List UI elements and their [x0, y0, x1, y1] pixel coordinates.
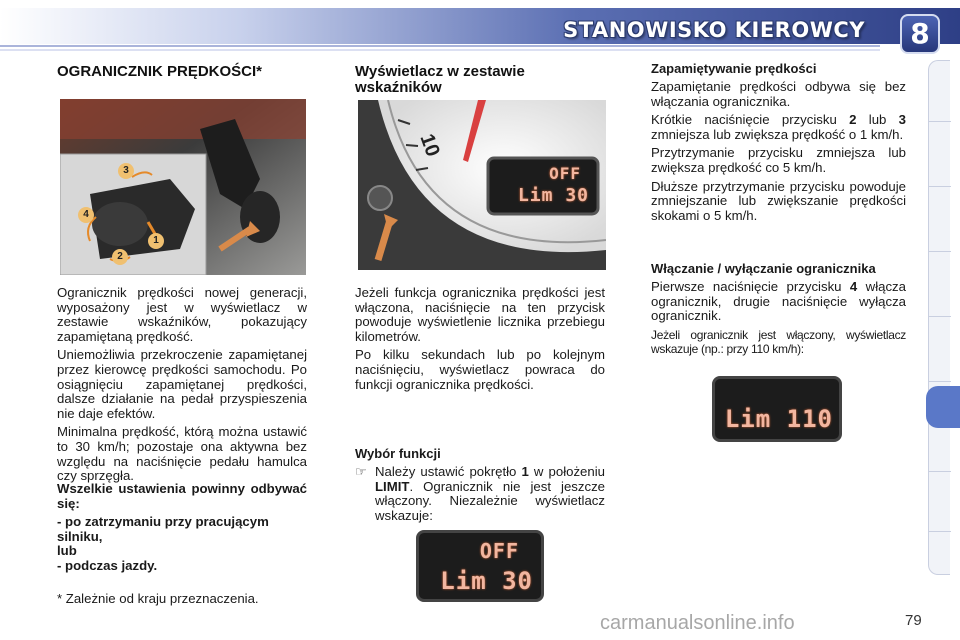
section-heading: OGRANICZNIK PRĘDKOŚCI* — [57, 63, 263, 80]
paragraph: Przytrzymanie przycisku zmniejsza lub zwiększa prędkość co 5 km/h. — [651, 145, 906, 175]
stalk-illustration — [60, 99, 306, 275]
intro-text — [57, 286, 307, 488]
paragraph: Jeżeli funkcja ogranicznika prędkości jest włączona, naciśnięcie na ten przycisk powoduje wyświetlenie licznika przebiegu kilometrów. — [355, 285, 605, 344]
tab-divider — [929, 251, 951, 252]
pointing-hand-icon: ☞ — [355, 464, 367, 479]
paragraph: Po kilku sekundach lub po kolejnym naciśnięciu, wyświetlacz powraca do funkcji ogranicznika prędkości. — [355, 347, 605, 392]
paragraph: Pierwsze naciśnięcie przycisku 4 włącza ogranicznik, drugie naciśnięcie wyłącza ogranicznik. — [651, 279, 906, 324]
paragraph: Zapamiętanie prędkości odbywa się bez włączania ogranicznika. — [651, 79, 906, 109]
paragraph: Jeżeli ogranicznik jest włączony, wyświetlacz wskazuje (np.: przy 110 km/h): — [651, 327, 906, 357]
tab-divider — [929, 471, 951, 472]
tab-divider — [929, 121, 951, 122]
function-select-block — [355, 447, 605, 523]
lcd-line-limit: Lim 110 — [724, 405, 833, 433]
sub-heading: Wybór funkcji — [355, 446, 441, 461]
note-item: - podczas jazdy. — [57, 557, 158, 573]
display-text — [355, 286, 605, 396]
instruction-bullet — [355, 465, 605, 523]
paragraph: Dłuższe przytrzymanie przycisku powoduje zmniejszanie lub zwiększanie prędkości skokami o 5 km/h. — [651, 178, 906, 223]
lcd-display — [491, 161, 595, 211]
tab-divider — [929, 186, 951, 187]
section-heading: Wyświetlacz w zestawie wskaźników — [355, 63, 525, 96]
lcd-line-status: OFF — [479, 539, 519, 563]
page-title: STANOWISKO KIEROWCY — [563, 18, 865, 42]
paragraph: Ogranicznik prędkości nowej generacji, wyposażony jest w wyświetlacz w zestawie wskaźników, pokazujący zapamiętaną prędkość. — [57, 285, 307, 344]
tab-divider — [929, 316, 951, 317]
header-banner — [0, 0, 960, 56]
note-item: - po zatrzymaniu przy pracującym silniku, — [57, 514, 269, 544]
active-chapter-tab — [926, 386, 960, 428]
paragraph: Minimalna prędkość, którą można ustawić to 30 km/h; pozostaje ona aktywna bez względu na naciśnięcie pedału hamulca czy sprzęgła. — [57, 424, 307, 484]
page-number: 79 — [905, 612, 922, 629]
gauge-number: 10 — [415, 131, 444, 160]
lcd-display — [712, 376, 842, 442]
sub-heading: Zapamiętywanie prędkości — [651, 61, 817, 76]
paragraph: Uniemożliwia przekroczenie zapamiętanej przez kierowcę prędkości samochodu. Po osiągnięciu zapamiętanej prędkości, dalsze działanie na pedał przyspieszenia nie daje efektów. — [57, 347, 307, 421]
tab-divider — [929, 531, 951, 532]
footnote: * Zależnie od kraju przeznaczenia. — [57, 591, 259, 606]
lcd-display — [416, 530, 544, 602]
note-heading: Wszelkie ustawienia powinny odbywać się: — [57, 481, 307, 511]
callout-label: 4 — [78, 207, 94, 223]
lcd-line-status: OFF — [549, 164, 581, 183]
callout-label: 1 — [148, 233, 164, 249]
note-block — [57, 482, 307, 574]
lcd-line-limit: Lim 30 — [440, 567, 533, 595]
stalk-photo — [60, 99, 306, 275]
paragraph: Krótkie naciśnięcie przycisku 2 lub 3 zmniejsza lub zwiększa prędkość o 1 km/h. — [651, 112, 906, 142]
callout-label: 3 — [118, 163, 134, 179]
callout-label: 2 — [112, 249, 128, 265]
sub-heading: Włączanie / wyłączanie ogranicznika — [651, 261, 876, 276]
chapter-tab-column — [928, 60, 950, 575]
memorize-block — [651, 62, 906, 227]
tab-divider — [929, 381, 951, 382]
note-item: lub — [57, 543, 77, 559]
lcd-line-limit: Lim 30 — [517, 185, 589, 206]
bullet-text: Należy ustawić pokrętło 1 w położeniu LIMIT. Ogranicznik nie jest jeszcze włączony. Niezależnie wyświetlacz wskazuje: — [375, 464, 605, 523]
toggle-block — [651, 262, 906, 361]
chapter-badge: 8 — [900, 14, 940, 54]
watermark: carmanualsonline.info — [600, 612, 795, 634]
instrument-cluster-photo — [358, 100, 606, 270]
